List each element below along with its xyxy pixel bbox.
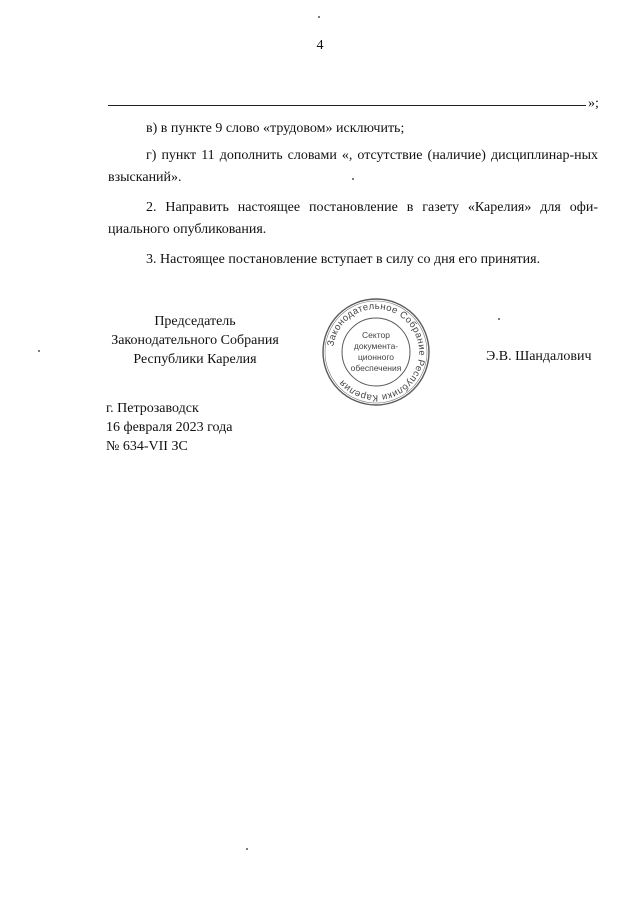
seal-inner-line: Сектор <box>362 330 390 340</box>
signatory-name: Э.В. Шандалович <box>486 349 592 364</box>
date-line: 16 февраля 2023 года <box>106 420 233 435</box>
signatory-title-line: Законодательного Собрания <box>111 333 279 348</box>
seal-inner-line: обеспечения <box>350 363 402 373</box>
official-seal <box>320 296 432 408</box>
page-number: 4 <box>316 38 324 53</box>
seal-inner-line: ционного <box>357 352 395 362</box>
signatory-title-line: Председатель <box>154 314 236 329</box>
omitted-text-line-tail: »; <box>588 96 599 111</box>
place-date-number <box>106 399 233 456</box>
signatory-title-line: Республики Карелия <box>133 352 257 367</box>
scan-speck <box>352 178 354 180</box>
seal-inner-line: документа- <box>353 341 399 351</box>
place-line: г. Петрозаводск <box>106 401 199 416</box>
paragraph-clause-3: 3. Настоящее постановление вступает в силу со дня его принятия. <box>146 252 541 267</box>
paragraph-clause-2: 2. Направить настоящее постановление в газету «Карелия» для офи-циального опубликования. <box>108 200 598 237</box>
scan-speck <box>498 318 500 320</box>
scan-speck <box>246 848 248 850</box>
scan-speck <box>318 16 320 18</box>
seal-outer-text: Законодательное Собрание Республики Карелия <box>325 300 428 404</box>
omitted-text-line <box>108 105 586 106</box>
paragraph-item-g: г) пункт 11 дополнить словами «, отсутствие (наличие) дисциплинар-ных взысканий». <box>108 148 598 185</box>
document-number-line: № 634-VII ЗС <box>106 439 188 454</box>
signatory-title <box>100 312 290 369</box>
paragraph-item-v: в) в пункте 9 слово «трудовом» исключить; <box>146 121 405 136</box>
scan-speck <box>38 350 40 352</box>
